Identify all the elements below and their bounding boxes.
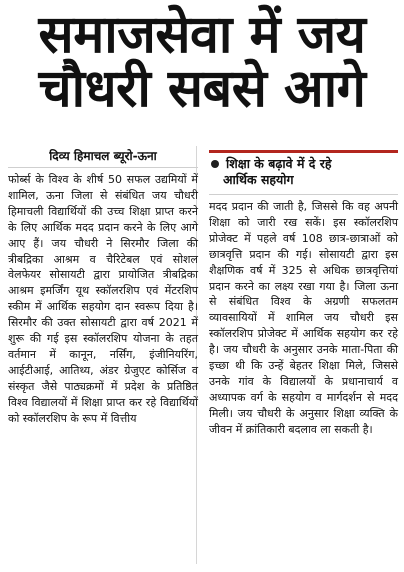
headline xyxy=(0,5,404,120)
subheading-line-1-row xyxy=(211,156,394,172)
subheading-line-1: शिक्षा के बढ़ावे में दे रहे xyxy=(226,156,332,171)
headline-line-1: समाजसेवा में जय xyxy=(38,5,366,65)
left-column xyxy=(8,144,198,564)
right-column xyxy=(209,144,398,564)
headline-line-2: चौधरी सबसे आगे xyxy=(38,59,366,120)
subheading-box xyxy=(209,150,398,195)
article-columns xyxy=(8,144,398,564)
subheading-line-2: आर्थिक सहयोग xyxy=(223,172,294,187)
article-left-text: फोर्ब्स के विश्व के शीर्ष 50 सफल उद्यमियों में शामिल, ऊना जिला से संबंधित जय चौधरी हिमाचली विद्यार्थियों की उच्च शिक्षा प्राप्त करने के लिए आर्थिक मदद प्रदान करने के लिए आगे आए हैं। जय चौधरी ने सिरमौर जिला की त्रीबद्रिका आश्रम व चैरिटेबल एवं सोशल वेलफेयर सोसायटी द्वारा प्रायोजित त्रीबद्रिका आश्रम इमर्जिंग यूथ स्कॉलरशिप एवं मेंटरशिप स्कीम में आर्थिक सहयोग दान स्वरूप दिया है। सिरमौर की उक्त सोसायटी द्वारा वर्ष 2021 में शुरू की गई इस स्कॉलरशिप योजना के तहत वर्तमान में कानून, नर्सिंग, इंजीनियरिंग, आईटीआई, आतिथ्य, अंडर ग्रेजुएट कोर्सिज व संस्कृत जैसे पाठ्यक्रमों में प्रदेश के प्रतिष्ठित विश्व विद्यालयों में शिक्षा प्राप्त कर रहे विद्यार्थियों को स्कॉलरशिप के रूप में वित्तीय xyxy=(8,173,198,425)
article-right-text: मदद प्रदान की जाती है, जिससे कि वह अपनी शिक्षा को जारी रख सकें। इस स्कॉलरशिप प्रोजेक्ट में पहले वर्ष 108 छात्र-छात्राओं को छात्रवृत्ति प्रदान की गई। सोसायटी द्वारा इस शैक्षणिक वर्ष में 325 से अधिक छात्रवृत्तियां प्रदान करने का लक्ष्य रखा गया है। जिला ऊना से संबंधित विश्व के अग्रणी सफलतम व्यावसायियों में शामिल जय चौधरी इस स्कॉलरशिप प्रोजेक्ट में आर्थिक सहयोग कर रहे है। जय चौधरी के अनुसार उनके माता-पिता की इच्छा थी कि उन्हें बेहतर शिक्षा मिले, जिससे उनके गांव के विद्यालयों के प्रधानाचार्य व अध्यापक वर्ग के सहयोग व मार्गदर्शन से मदद मिली। जय चौधरी के अनुसार शिक्षा व्यक्ति के जीवन में क्रांतिकारी बदलाव ला सकती है। xyxy=(209,200,398,436)
bullet-icon xyxy=(211,160,219,168)
byline: दिव्य हिमाचल ब्यूरो-ऊना xyxy=(8,144,198,168)
